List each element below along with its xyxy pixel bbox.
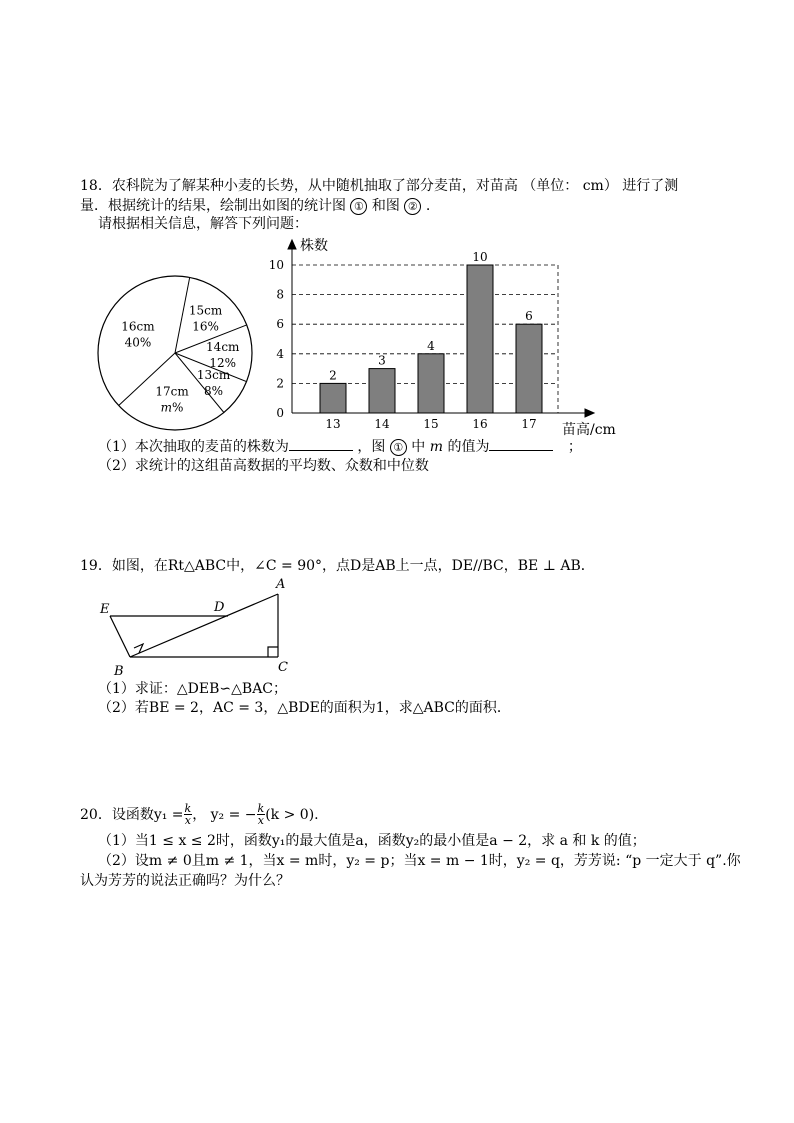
q18-sub1-text: （1）本次抽取的麦苗的株数为 <box>98 439 289 455</box>
bar-value-label: 2 <box>329 368 337 383</box>
q18-sub1-end: ； <box>567 439 582 455</box>
q20-stem-y1: 20．设函数y₁ = <box>80 806 184 823</box>
label-b: B <box>114 664 124 679</box>
q18-sub1-fig-marker: ① <box>390 439 407 456</box>
pie-slice-label: 13cm <box>196 368 231 383</box>
bar-13 <box>320 383 346 413</box>
q20-stem-condition: (k > 0). <box>265 806 319 823</box>
q18-fig2-marker: ② <box>404 198 421 215</box>
q18-sub1 <box>98 437 582 457</box>
q19-sub2: （2）若BE = 2，AC = 3，△BDE的面积为1，求△ABC的面积． <box>98 700 511 716</box>
y-tick-label: 0 <box>276 406 284 420</box>
q20-stem-y2: ， y₂ = − <box>192 806 257 823</box>
q19-stem: 19．如图，在Rt△ABC中，∠C = 90°，点D是AB上一点，DE//BC，BE ⊥ AB． <box>80 558 595 574</box>
pie-chart <box>95 268 260 433</box>
label-c: C <box>278 660 288 675</box>
q18-sub2: （2）求统计的这组苗高数据的平均数、众数和中位数 <box>98 458 429 474</box>
y-tick-label: 2 <box>276 376 284 391</box>
q18-line2-text: 量．根据统计的结果，绘制出如图的统计图 <box>80 198 346 214</box>
bar-value-label: 6 <box>525 309 533 324</box>
x-tick-label: 17 <box>521 417 537 431</box>
pie-slice-label: 16cm <box>121 319 155 334</box>
y-tick-label: 6 <box>276 317 284 332</box>
x-tick-label: 14 <box>374 417 390 431</box>
y-tick-label: 8 <box>276 287 284 302</box>
pie-slice-value: m% <box>160 400 184 415</box>
pie-slice-value: 40% <box>124 335 152 350</box>
pie-slice-value: 16% <box>192 319 219 334</box>
pie-slice-label: 17cm <box>155 384 189 399</box>
label-e: E <box>100 602 110 617</box>
q18-line3: 请根据相关信息，解答下列问题： <box>98 216 308 232</box>
fraction-k-over-x-1: $\frac{k}{x}$ <box>184 802 192 827</box>
y-axis-arrow <box>288 240 296 249</box>
pie-slice-label: 15cm <box>188 303 223 318</box>
q20-sub2-line1: （2）设m ≠ 0且m ≠ 1，当x = m时，y₂ = p；当x = m − 1时，y₂ = q，芳芳说: “p 一定大于 q”.你 <box>98 853 741 869</box>
q18-sub1-var-m: m <box>429 439 444 455</box>
fraction-k-over-x-2: $\frac{k}{x}$ <box>257 802 265 827</box>
segment-ab <box>130 594 278 657</box>
pie-slice-label: 14cm <box>206 340 240 355</box>
x-tick-label: 15 <box>423 417 439 431</box>
q18-sub1-fig: ，图 <box>357 439 386 455</box>
y-axis-title: 株数 <box>300 238 328 254</box>
q20-sub1: （1）当1 ≤ x ≤ 2时，函数y₁的最大值是a，函数y₂的最小值是a − 2，求 a 和 k 的值； <box>98 833 646 849</box>
pie-slice-value: 8% <box>204 384 224 399</box>
q18-line2 <box>80 196 430 216</box>
label-d: D <box>214 600 225 615</box>
bar-value-label: 10 <box>472 250 488 264</box>
q18-line2-end: . <box>425 198 431 214</box>
q18-fig1-marker: ① <box>350 198 367 215</box>
q20-sub2-line2: 认为芳芳的说法正确吗？为什么？ <box>80 873 290 889</box>
x-axis-title: 苗高/cm <box>562 422 616 438</box>
q20-stem <box>80 803 319 826</box>
bar-value-label: 4 <box>427 338 435 353</box>
bar-14 <box>369 369 395 413</box>
q18-line1: 18．农科院为了解某种小麦的长势，从中随机抽取了部分麦苗，对苗高 （单位： cm） 进行了测 <box>80 178 679 194</box>
q18-sub1-in: 中 <box>411 439 426 455</box>
right-angle-c <box>268 647 278 657</box>
bar-16 <box>467 265 493 413</box>
x-tick-label: 13 <box>325 417 341 431</box>
triangle-figure <box>92 574 302 680</box>
bar-17 <box>516 324 542 413</box>
segment-be <box>110 616 130 657</box>
x-tick-label: 16 <box>472 417 488 431</box>
label-a: A <box>276 577 286 592</box>
y-tick-label: 4 <box>276 346 284 361</box>
q18-sub1-value-of: 的值为 <box>447 439 490 455</box>
y-tick-label: 10 <box>268 258 284 272</box>
pie-slice-value: 12% <box>209 356 237 371</box>
bar-chart <box>262 236 622 442</box>
answer-blank-count[interactable] <box>289 450 353 451</box>
q19-sub1: （1）求证：△DEB∽△BAC； <box>98 681 288 697</box>
bar-value-label: 3 <box>378 353 386 368</box>
bar-15 <box>418 354 444 413</box>
x-axis-arrow <box>585 409 594 417</box>
q18-line2-and: 和图 <box>371 198 400 214</box>
answer-blank-m[interactable] <box>489 450 553 451</box>
